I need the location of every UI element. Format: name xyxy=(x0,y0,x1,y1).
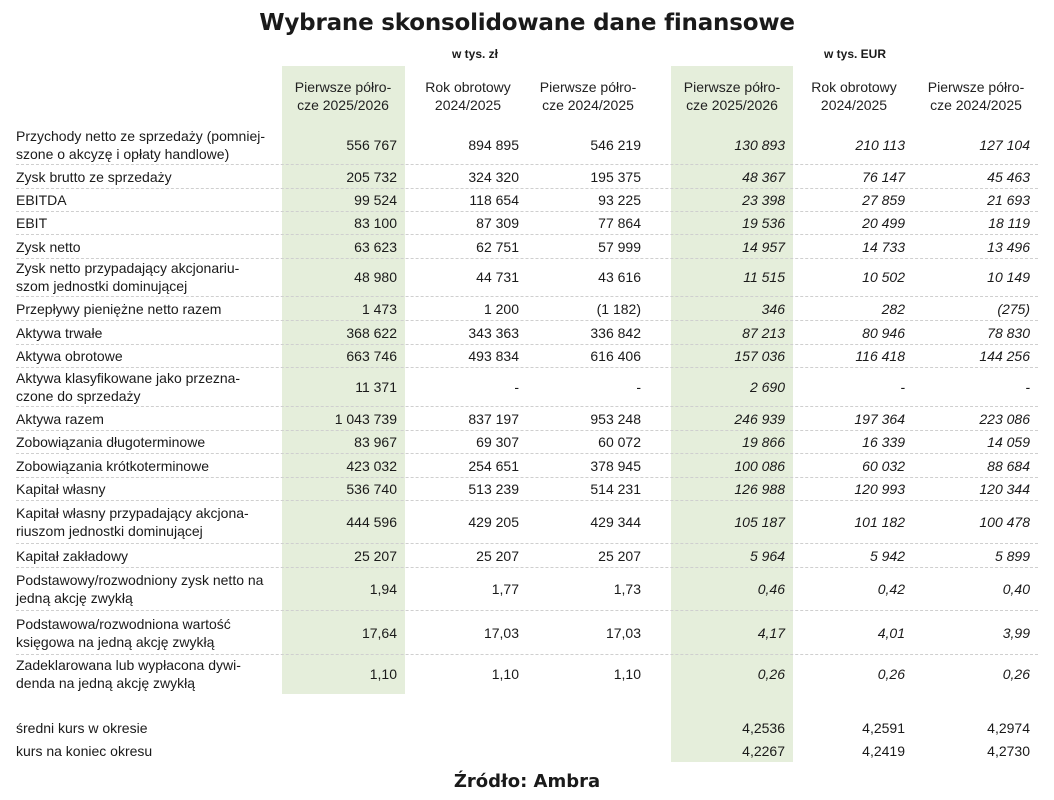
value-cell-pln: 60 072 xyxy=(598,433,641,450)
value-cell-eur: 14 957 xyxy=(742,238,785,255)
value-cell-eur: 5 942 xyxy=(869,547,905,564)
unit-label-eur: w tys. EUR xyxy=(823,47,886,61)
rate-label: średni kurs w okresie xyxy=(16,720,148,736)
value-cell-pln: 11 371 xyxy=(355,378,397,395)
value-cell-eur: 13 496 xyxy=(987,238,1030,255)
value-cell-pln: 368 622 xyxy=(346,324,397,341)
value-cell-pln: 378 945 xyxy=(590,457,641,474)
value-cell-pln: 254 651 xyxy=(468,457,519,474)
row-label xyxy=(16,188,278,211)
value-cell-pln: 1,77 xyxy=(491,580,519,597)
row-label xyxy=(16,344,278,367)
value-cell-eur: 0,40 xyxy=(1002,580,1030,597)
value-cell-eur: 19 536 xyxy=(742,214,785,231)
value-cell-eur: 27 859 xyxy=(862,191,905,208)
value-cell-pln: - xyxy=(636,378,641,395)
value-cell-eur: 78 830 xyxy=(987,324,1030,341)
value-cell-eur: 246 939 xyxy=(734,410,785,427)
value-cell-pln: 17,03 xyxy=(483,624,519,641)
column-header-line1: Pierwsze półro- xyxy=(927,79,1025,95)
row-label xyxy=(16,611,278,654)
value-cell-eur: 18 119 xyxy=(988,214,1030,231)
column-header xyxy=(917,78,1035,116)
value-cell-pln: 429 344 xyxy=(590,514,641,530)
value-cell-pln: 546 219 xyxy=(590,137,641,153)
value-cell-pln: 44 731 xyxy=(476,269,519,285)
value-cell-pln: 48 980 xyxy=(354,269,397,285)
value-cell-pln: 43 616 xyxy=(598,269,641,285)
value-cell-eur: - xyxy=(900,378,905,395)
column-header xyxy=(529,78,647,116)
value-cell-pln: 1,10 xyxy=(613,665,641,682)
value-cell-eur: 210 113 xyxy=(855,137,905,153)
value-cell-pln: 77 864 xyxy=(598,214,641,231)
value-cell-eur: 10 502 xyxy=(862,269,905,285)
value-cell-pln: 25 207 xyxy=(598,547,641,564)
column-header xyxy=(409,78,527,116)
rate-value: 4,2591 xyxy=(862,720,905,736)
row-label xyxy=(16,211,278,234)
row-label-text: Kapitał własny przypadający akcjona- riuszom jednostki dominującej xyxy=(16,505,249,539)
value-cell-pln: 1,10 xyxy=(491,665,519,682)
value-cell-eur: 101 182 xyxy=(854,514,905,530)
value-cell-eur: 23 398 xyxy=(742,191,785,208)
value-cell-pln: 17,03 xyxy=(605,624,641,641)
value-cell-eur: 4,01 xyxy=(877,624,905,641)
value-cell-pln: - xyxy=(514,378,519,395)
row-label-text: Aktywa klasyfikowane jako przezna- czone do sprzedaży xyxy=(16,369,241,404)
column-header xyxy=(284,78,402,116)
value-cell-pln: 83 100 xyxy=(354,214,397,231)
column-header-line1: Pierwsze półro- xyxy=(539,79,637,95)
column-header xyxy=(673,78,791,116)
value-cell-eur: 127 104 xyxy=(979,137,1030,153)
rate-value: 4,2536 xyxy=(742,720,785,736)
row-label xyxy=(16,567,278,610)
rate-value: 4,2419 xyxy=(862,743,905,759)
value-cell-eur: 126 988 xyxy=(734,480,785,497)
value-cell-pln: 663 746 xyxy=(346,347,397,364)
row-label xyxy=(16,430,278,453)
value-cell-eur: 14 059 xyxy=(987,433,1030,450)
value-cell-eur: 100 086 xyxy=(734,457,785,474)
value-cell-pln: 444 596 xyxy=(346,514,397,530)
value-cell-eur: (275) xyxy=(997,300,1030,317)
row-label-text: Aktywa obrotowe xyxy=(16,347,123,364)
value-cell-pln: 99 524 xyxy=(354,191,397,208)
value-cell-eur: 21 693 xyxy=(987,191,1030,208)
value-cell-eur: 0,26 xyxy=(877,665,905,682)
value-cell-eur: 5 964 xyxy=(749,547,785,564)
value-cell-pln: 25 207 xyxy=(354,547,397,564)
value-cell-eur: 346 xyxy=(761,300,785,317)
value-cell-eur: - xyxy=(1025,378,1030,395)
value-cell-eur: 223 086 xyxy=(979,410,1030,427)
value-cell-eur: 11 515 xyxy=(743,269,785,285)
value-cell-eur: 120 993 xyxy=(854,480,905,497)
column-header-line2: cze 2024/2025 xyxy=(930,97,1022,113)
value-cell-pln: 1,10 xyxy=(369,665,397,682)
row-label xyxy=(16,235,278,258)
rate-value: 4,2730 xyxy=(987,743,1030,759)
row-label-text: Przychody netto ze sprzedaży (pomniej- szone o akcyzę i opłaty handlowe) xyxy=(16,128,265,162)
value-cell-eur: 0,26 xyxy=(1002,665,1030,682)
value-cell-pln: 324 320 xyxy=(468,168,519,185)
value-cell-eur: 76 147 xyxy=(862,168,905,185)
value-cell-eur: 116 418 xyxy=(855,347,905,364)
column-header-line1: Pierwsze półro- xyxy=(683,79,781,95)
row-label-text: EBITDA xyxy=(16,191,67,208)
value-cell-pln: 205 732 xyxy=(346,168,397,185)
value-cell-eur: 105 187 xyxy=(734,514,785,530)
row-label-text: Zadeklarowana lub wypłacona dywi- denda na jedną akcję zwykłą xyxy=(16,656,241,691)
row-label xyxy=(16,407,278,430)
column-header-line2: cze 2025/2026 xyxy=(297,97,389,113)
row-label-text: Zobowiązania długoterminowe xyxy=(16,433,206,450)
value-cell-pln: 62 751 xyxy=(476,238,519,255)
value-cell-eur: 48 367 xyxy=(742,168,785,185)
value-cell-pln: 83 967 xyxy=(354,433,397,450)
value-cell-pln: 536 740 xyxy=(346,480,397,497)
row-label-text: Zysk netto przypadający akcjonariu- szom jednostki dominującej xyxy=(16,260,240,294)
row-label xyxy=(16,258,278,296)
row-label xyxy=(16,655,278,692)
value-cell-pln: 429 205 xyxy=(468,514,519,530)
unit-label-pln: w tys. zł xyxy=(451,47,498,61)
row-label-text: Zysk netto xyxy=(16,238,81,255)
row-label xyxy=(16,321,278,344)
value-cell-pln: 17,64 xyxy=(361,624,397,641)
row-label xyxy=(16,501,278,543)
value-cell-pln: 837 197 xyxy=(468,410,519,427)
value-cell-eur: 60 032 xyxy=(862,457,905,474)
value-cell-pln: 195 375 xyxy=(590,168,641,185)
row-label-text: Zysk brutto ze sprzedaży xyxy=(16,168,172,185)
value-cell-eur: 87 213 xyxy=(742,324,785,341)
value-cell-eur: 14 733 xyxy=(862,238,905,255)
column-header-line1: Rok obrotowy xyxy=(425,79,511,95)
value-cell-eur: 100 478 xyxy=(979,514,1030,530)
column-header xyxy=(795,78,913,116)
value-cell-pln: 63 623 xyxy=(354,238,397,255)
row-label-text: Zobowiązania krótkoterminowe xyxy=(16,457,209,474)
value-cell-eur: 5 899 xyxy=(994,547,1030,564)
value-cell-pln: (1 182) xyxy=(596,300,641,317)
row-label xyxy=(16,297,278,320)
row-label xyxy=(16,126,278,164)
row-label xyxy=(16,477,278,500)
row-label xyxy=(16,454,278,477)
value-cell-eur: 282 xyxy=(881,300,905,317)
value-cell-pln: 894 895 xyxy=(468,137,519,153)
value-cell-pln: 93 225 xyxy=(598,191,641,208)
column-header-line2: cze 2025/2026 xyxy=(686,97,778,113)
value-cell-pln: 336 842 xyxy=(590,324,641,341)
row-label-text: Kapitał własny xyxy=(16,480,106,497)
row-label-text: Aktywa trwałe xyxy=(16,324,103,341)
value-cell-eur: 197 364 xyxy=(854,410,905,427)
value-cell-pln: 1 473 xyxy=(361,300,397,317)
value-cell-pln: 423 032 xyxy=(346,457,397,474)
column-header-line2: 2024/2025 xyxy=(434,97,502,113)
value-cell-eur: 130 893 xyxy=(734,137,785,153)
value-cell-eur: 3,99 xyxy=(1002,624,1030,641)
value-cell-eur: 0,46 xyxy=(757,580,785,597)
column-header-line1: Rok obrotowy xyxy=(811,79,897,95)
row-label xyxy=(16,544,278,567)
value-cell-pln: 1,94 xyxy=(369,580,397,597)
rate-label: kurs na koniec okresu xyxy=(16,743,153,759)
value-cell-eur: 45 463 xyxy=(987,168,1030,185)
value-cell-eur: 2 690 xyxy=(749,378,785,395)
value-cell-pln: 1 043 739 xyxy=(334,410,397,427)
value-cell-pln: 556 767 xyxy=(346,137,397,153)
value-cell-eur: 0,26 xyxy=(757,665,785,682)
value-cell-pln: 513 239 xyxy=(468,480,519,497)
row-label-text: Aktywa razem xyxy=(16,410,104,427)
column-header-line2: cze 2024/2025 xyxy=(542,97,634,113)
value-cell-eur: 120 344 xyxy=(979,480,1030,497)
value-cell-pln: 1 200 xyxy=(483,300,519,317)
page-title: Wybrane skonsolidowane dane finansowe xyxy=(259,10,795,36)
row-label-text: EBIT xyxy=(16,214,48,231)
rate-value: 4,2267 xyxy=(742,743,785,759)
value-cell-eur: 157 036 xyxy=(734,347,785,364)
value-cell-eur: 19 866 xyxy=(742,433,785,450)
row-label xyxy=(16,165,278,188)
value-cell-eur: 80 946 xyxy=(862,324,905,341)
value-cell-eur: 0,42 xyxy=(877,580,905,597)
value-cell-eur: 20 499 xyxy=(862,214,905,231)
value-cell-pln: 1,73 xyxy=(613,580,641,597)
value-cell-pln: 343 363 xyxy=(468,324,519,341)
source-note: Źródło: Ambra xyxy=(453,771,601,792)
rate-value: 4,2974 xyxy=(987,720,1030,736)
value-cell-pln: 118 654 xyxy=(469,191,519,208)
value-cell-eur: 144 256 xyxy=(979,347,1030,364)
value-cell-eur: 10 149 xyxy=(987,269,1030,285)
value-cell-eur: 4,17 xyxy=(757,624,785,641)
row-label xyxy=(16,367,278,406)
value-cell-pln: 69 307 xyxy=(476,433,519,450)
row-label-text: Podstawowa/rozwodniona wartość księgowa na jedną akcję zwykłą xyxy=(16,615,231,650)
value-cell-pln: 953 248 xyxy=(590,410,641,427)
value-cell-pln: 87 309 xyxy=(476,214,519,231)
value-cell-pln: 25 207 xyxy=(476,547,519,564)
column-header-line1: Pierwsze półro- xyxy=(294,79,392,95)
value-cell-pln: 616 406 xyxy=(590,347,641,364)
row-label-text: Przepływy pieniężne netto razem xyxy=(16,300,222,317)
value-cell-eur: 88 684 xyxy=(987,457,1030,474)
row-label-text: Podstawowy/rozwodniony zysk netto na jedną akcję zwykłą xyxy=(16,571,264,606)
row-label-text: Kapitał zakładowy xyxy=(16,547,129,564)
value-cell-pln: 493 834 xyxy=(468,347,519,364)
value-cell-pln: 57 999 xyxy=(598,238,641,255)
value-cell-pln: 514 231 xyxy=(590,480,641,497)
column-header-line2: 2024/2025 xyxy=(820,97,888,113)
value-cell-eur: 16 339 xyxy=(862,433,905,450)
